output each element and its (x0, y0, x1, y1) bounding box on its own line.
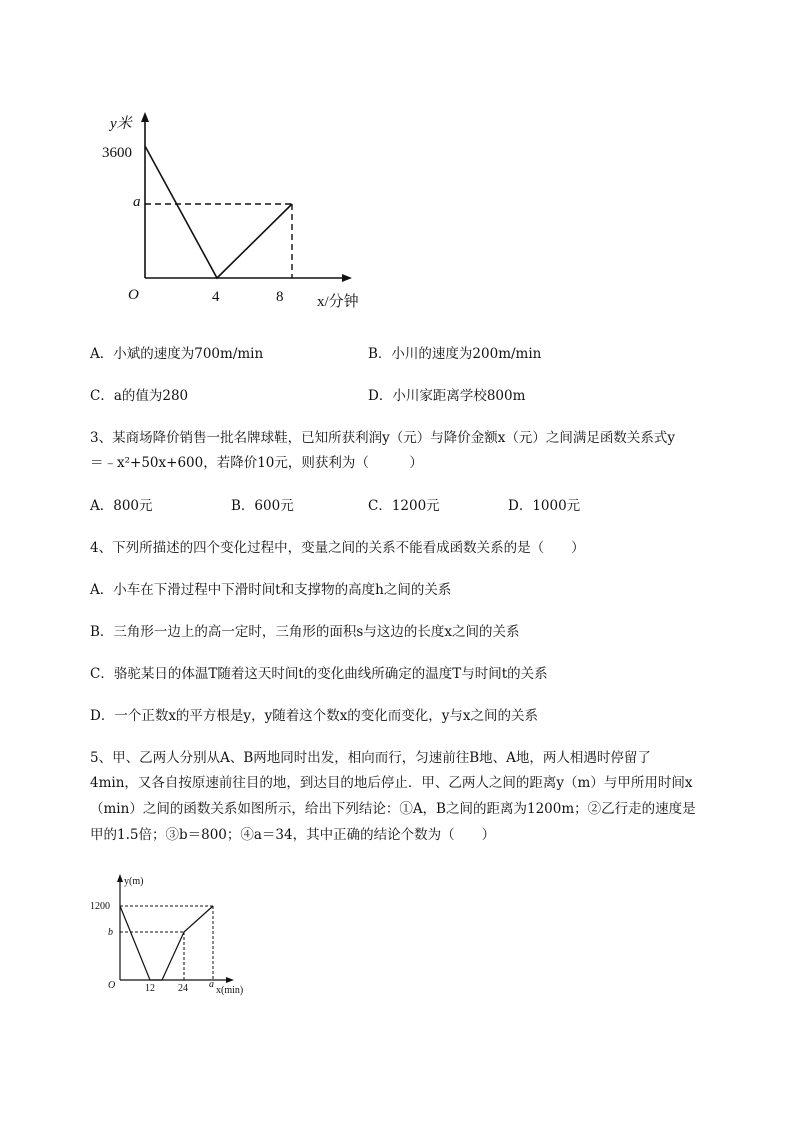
x-axis-arrow (226, 977, 234, 983)
y-axis-label: y(m) (124, 876, 144, 887)
q2-option-d: D．小川家距离学校800m (368, 388, 526, 404)
x-tick-a: a (209, 979, 214, 990)
q3-option-d: D．1000元 (508, 498, 581, 514)
q5-line1: 5、甲、乙两人分别从A、B两地同时出发，相向而行，匀速前往B地、A地，两人相遇时停留了 (90, 750, 651, 766)
y-tick-b: b (108, 927, 113, 938)
x-axis-label: x(min) (216, 985, 244, 996)
q4-stem: 4、下列所描述的四个变化过程中，变量之间的关系不能看成函数关系的是（ ） (90, 540, 585, 556)
q3-option-c: C．1200元 (368, 498, 440, 514)
q4-option-b: B．三角形一边上的高一定时，三角形的面积s与这边的长度x之间的关系 (90, 624, 520, 640)
q3-stem-line1: 3、某商场降价销售一批名牌球鞋，已知所获利润y（元）与降价金额x（元）之间满足函数关系式y (90, 430, 675, 446)
x-tick-4: 4 (212, 289, 220, 305)
q2-option-b: B．小川的速度为200m/min (368, 346, 542, 362)
q3-option-a: A．800元 (90, 498, 153, 514)
q4-option-c: C．骆驼某日的体温T随着这天时间t的变化曲线所确定的温度T与时间t的关系 (90, 666, 548, 682)
x-tick-12: 12 (145, 983, 155, 994)
x-axis-arrow (342, 274, 352, 282)
q3-option-b: B．600元 (231, 498, 294, 514)
graph-line (145, 146, 292, 278)
q2-option-a: A．小斌的速度为700m/min (90, 346, 264, 362)
x-axis-label: x/分钟 (317, 294, 359, 310)
y-axis-label: y米 (110, 116, 132, 132)
q4-option-a: A．小车在下滑过程中下滑时间t和支撑物的高度h之间的关系 (90, 582, 452, 598)
q5-line3: （min）之间的函数关系如图所示，给出下列结论：①A，B之间的距离为1200m；②乙行走的速度是 (90, 801, 696, 817)
distance-time-graph-1 (100, 108, 390, 318)
q5-line4: 甲的1.5倍；③b＝800；④a＝34，其中正确的结论个数为（ ） (90, 827, 496, 843)
q5-line2: 4min，又各自按原速前往目的地，到达目的地后停止．甲、乙两人之间的距离y（m）与甲所用时间x (90, 775, 693, 791)
q3-stem-line2: ＝﹣x²+50x+600，若降价10元，则获利为（ ） (90, 455, 423, 471)
distance-time-graph-2 (88, 870, 258, 1000)
y-tick-3600: 3600 (102, 145, 132, 161)
q2-option-c: C．a的值为280 (90, 388, 189, 404)
q4-option-d: D．一个正数x的平方根是y，y随着这个数x的变化而变化，y与x之间的关系 (90, 708, 539, 724)
y-tick-a: a (133, 194, 141, 210)
x-tick-8: 8 (276, 289, 284, 305)
graph-line (120, 906, 213, 980)
origin-label: O (128, 287, 139, 303)
y-axis-arrow (117, 874, 123, 882)
y-axis-arrow (141, 112, 149, 122)
x-tick-24: 24 (178, 983, 188, 994)
origin-label: O (108, 980, 116, 991)
y-tick-1200: 1200 (90, 901, 110, 912)
